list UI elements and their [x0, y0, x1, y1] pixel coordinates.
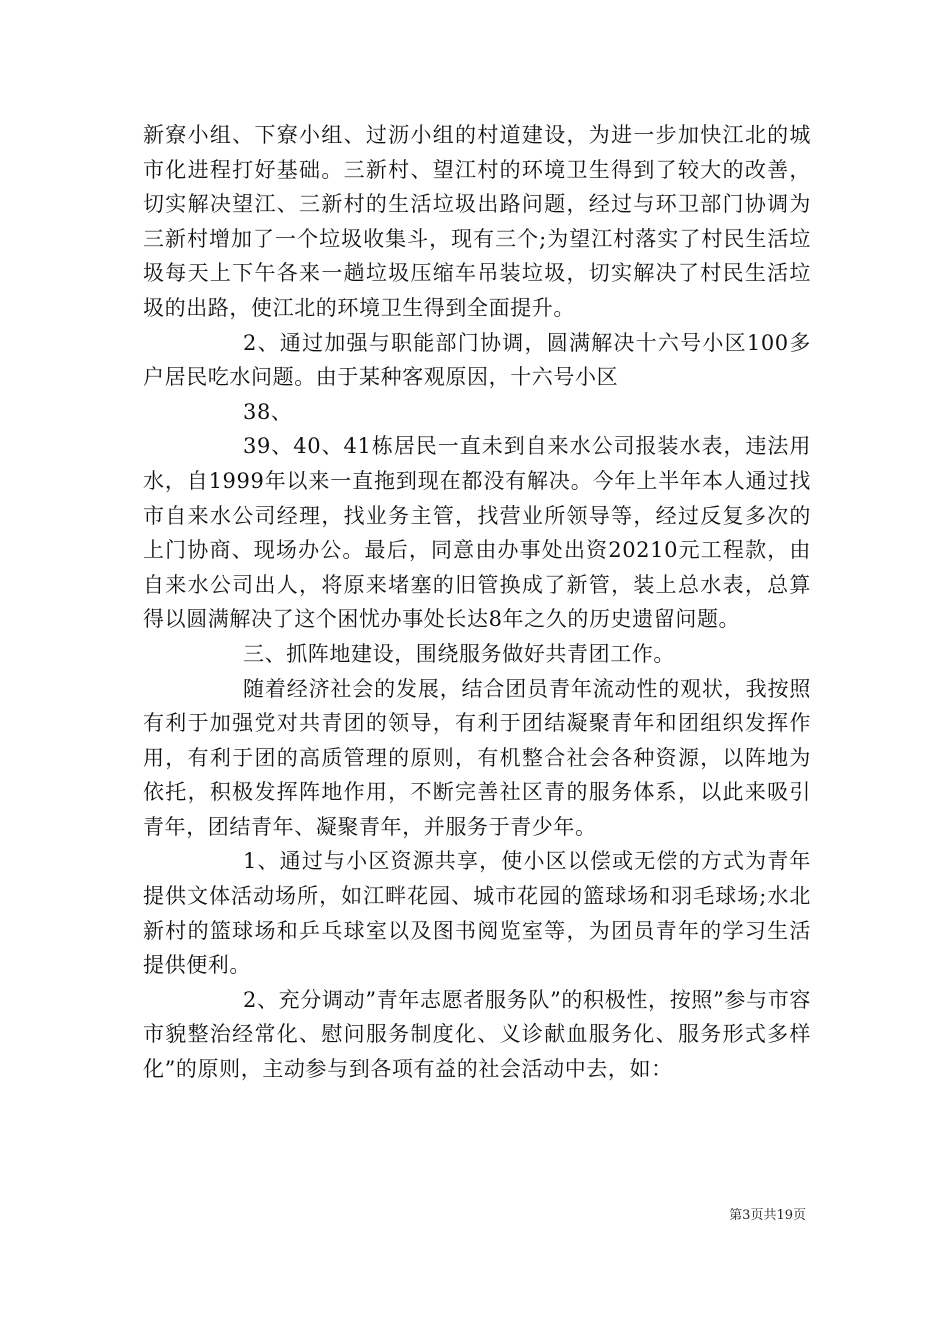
paragraph-youth-service-system: 随着经济社会的发展，结合团员青年流动性的观状，我按照有利于加强党对共青团的领导，有利于团结凝聚青年和团组织发挥作用，有利于团的高质管理的原则，有机整合社会各种资源，以阵地为依托，积极发挥阵地作用，不断完善社区青的服务体系，以此来吸引青年，团结青年、凝聚青年，并服务于青少年。 [143, 676, 811, 839]
paragraph-building-number: 38、 [243, 399, 293, 424]
page-number-footer: 第3页共19页 [729, 1208, 806, 1223]
body-text [143, 118, 811, 1087]
paragraph-water-meters: 39、40、41栋居民一直未到自来水公司报装水表，违法用水，自1999年以来一直拖到现在都没有解决。今年上半年本人通过找市自来水公司经理，找业务主管，找营业所领导等，经过反复多次的上门协商、现场办公。最后，同意由办事处出资20210元工程款，由自来水公司出人，将原来堵塞的旧管换成了新管，装上总水表，总算得以圆满解决了这个困忧办事处长达8年之久的历史遗留问题。 [143, 434, 811, 632]
paragraph-volunteer-team: 2、充分调动”青年志愿者服务队”的积极性，按照”参与市容市貌整治经常化、慰问服务制度化、义诊献血服务化、服务形式多样化”的原则，主动参与到各项有益的社会活动中去，如： [143, 987, 811, 1082]
paragraph-village-roads: 新寮小组、下寮小组、过沥小组的村道建设，为进一步加快江北的城市化进程打好基础。三新村、望江村的环境卫生得到了较大的改善，切实解决望江、三新村的生活垃圾出路问题，经过与环卫部门协调为三新村增加了一个垃圾收集斗，现有三个;为望江村落实了村民生活垃圾每天上下午各来一趟垃圾压缩车吊装垃圾，切实解决了村民生活垃圾的出路，使江北的环境卫生得到全面提升。 [143, 123, 811, 320]
paragraph-resource-sharing: 1、通过与小区资源共享，使小区以偿或无偿的方式为青年提供文体活动场所，如江畔花园、城市花园的篮球场和羽毛球场;水北新村的篮球场和乒乓球室以及图书阅览室等，为团员青年的学习生活提供便利。 [143, 849, 811, 978]
paragraph-water-supply: 2、通过加强与职能部门协调，圆满解决十六号小区100多户居民吃水问题。由于某种客观原因，十六号小区 [143, 330, 811, 390]
section-heading-youth-league: 三、抓阵地建设，围绕服务做好共青团工作。 [243, 641, 675, 666]
